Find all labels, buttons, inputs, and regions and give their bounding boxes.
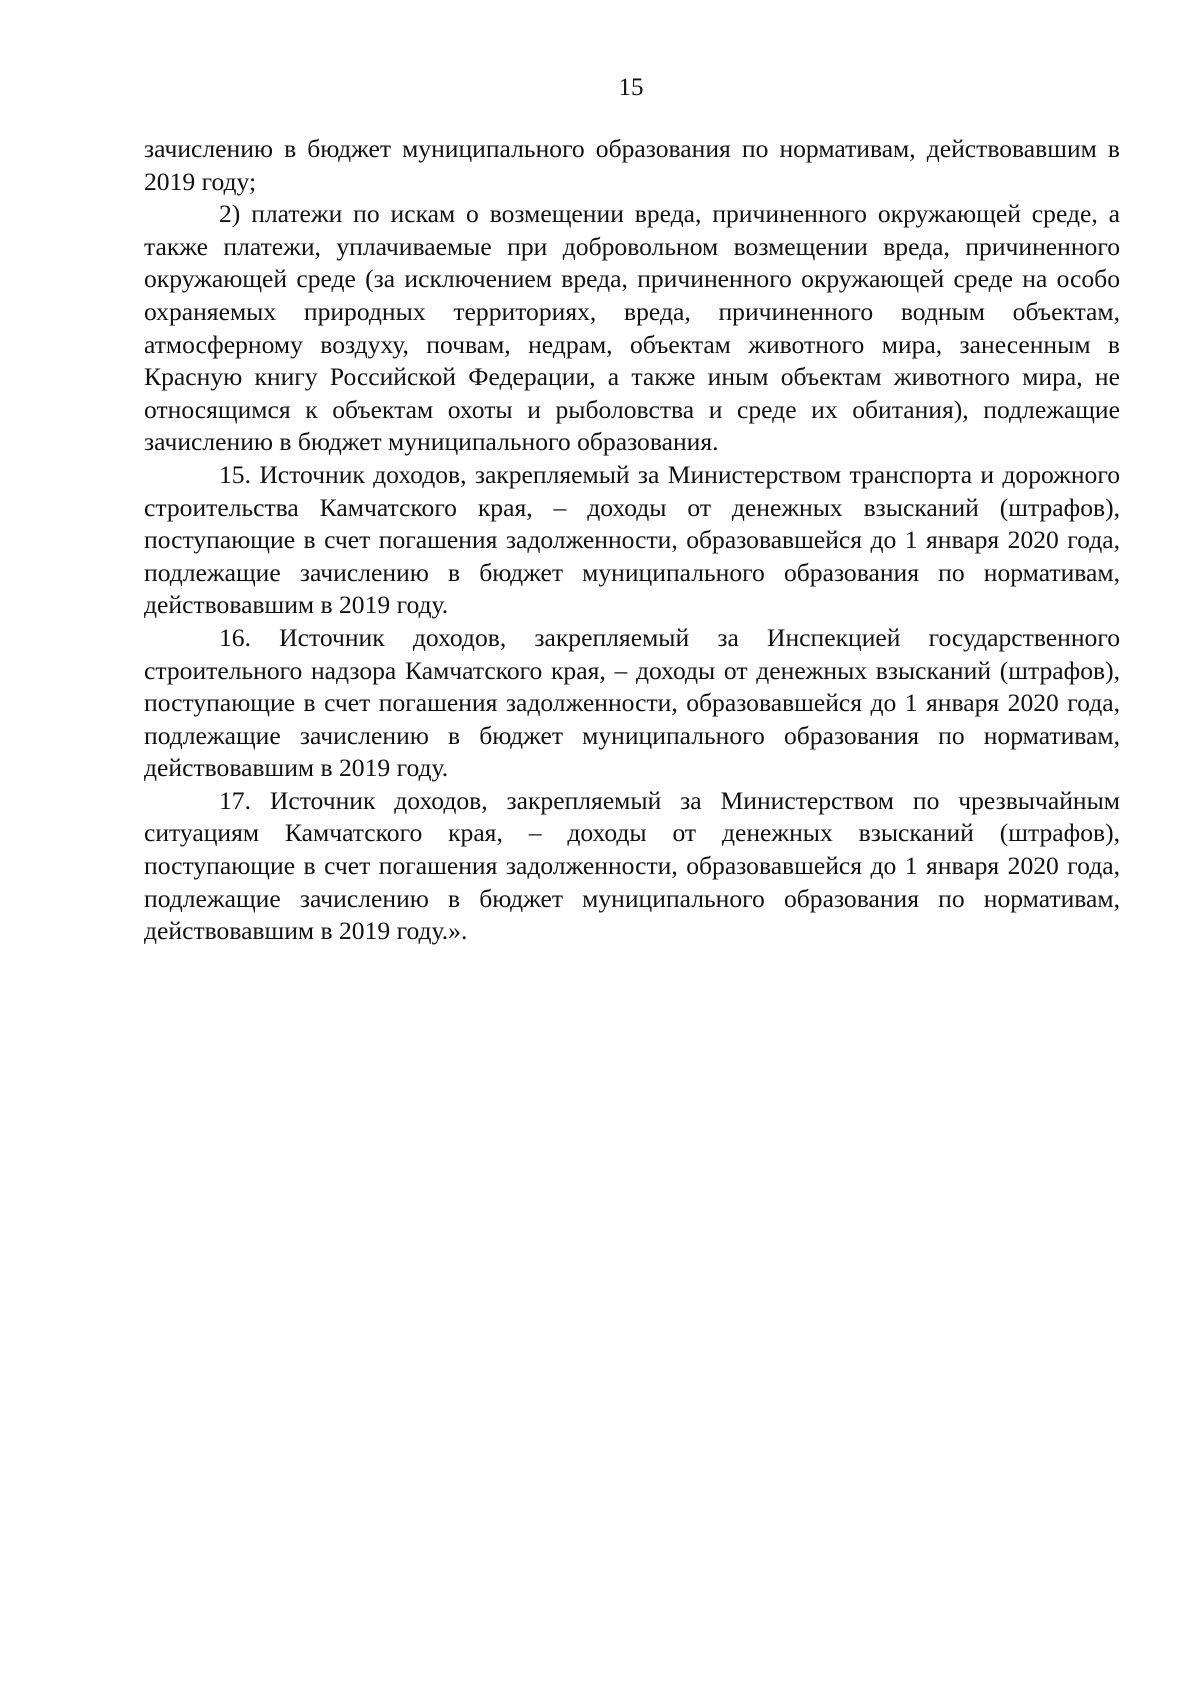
- paragraph-item-17: 17. Источник доходов, закрепляемый за Министерством по чрезвычайным ситуациям Камчатского края, – доходы от денежных взысканий (штрафов), поступающие в счет погашения задолженности, образовавшейся до 1 января 2020 года, подлежащие зачислению в бюджет муниципального образования по нормативам, действовавшим в 2019 году.».: [144, 785, 1120, 946]
- paragraph-item-16: 16. Источник доходов, закрепляемый за Инспекцией государственного строительного надзора Камчатского края, – доходы от денежных взысканий (штрафов), поступающие в счет погашения задолженности, образовавшейся до 1 января 2020 года, подлежащие зачислению в бюджет муниципального образования по нормативам, действовавшим в 2019 году.: [144, 622, 1120, 783]
- paragraph-item-2: 2) платежи по искам о возмещении вреда, причиненного окружающей среде, а также платежи, уплачиваемые при добровольном возмещении вреда, причиненного окружающей среде (за исключением вреда, причиненного окружающей среде на особо охраняемых природных территориях, вреда, причиненного водным объектам, атмосферному воздуху, почвам, недрам, объектам животного мира, занесенным в Красную книгу Российской Федерации, а также иным объектам животного мира, не относящимся к объектам охоты и рыболовства и среде их обитания), подлежащие зачислению в бюджет муниципального образования.: [144, 199, 1120, 457]
- document-body: [144, 133, 1120, 948]
- page-number: 15: [618, 74, 644, 101]
- paragraph-continuation: зачислению в бюджет муниципального образования по нормативам, действовавшим в 2019 году;: [144, 134, 1120, 196]
- paragraph-item-15: 15. Источник доходов, закрепляемый за Министерством транспорта и дорожного строительства Камчатского края, – доходы от денежных взысканий (штрафов), поступающие в счет погашения задолженности, образовавшейся до 1 января 2020 года, подлежащие зачислению в бюджет муниципального образования по нормативам, действовавшим в 2019 году.: [144, 459, 1120, 620]
